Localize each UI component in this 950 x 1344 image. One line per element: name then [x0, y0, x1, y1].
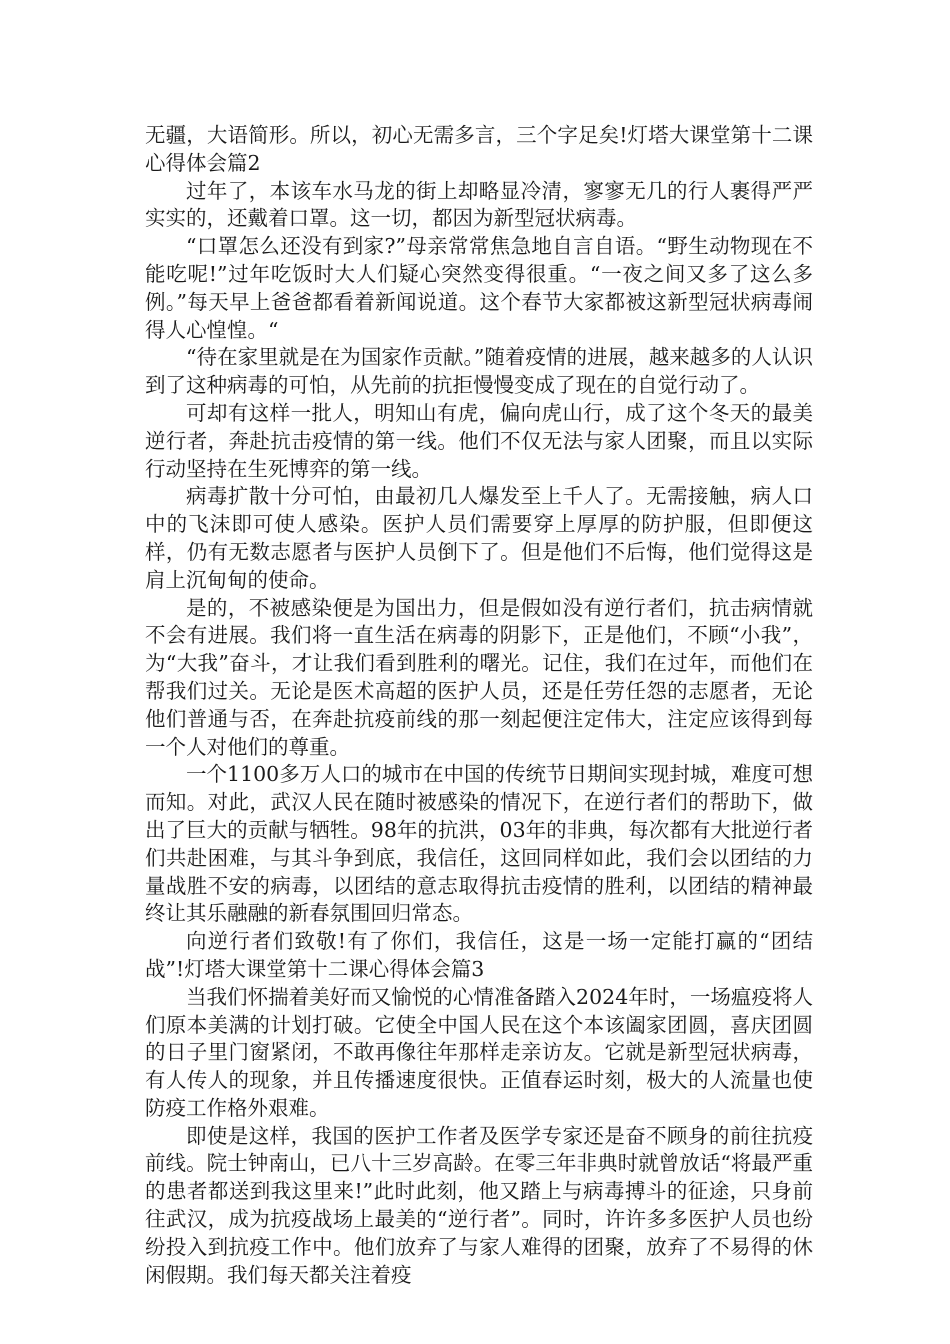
paragraph: 可却有这样一批人，明知山有虎，偏向虎山行，成了这个冬天的最美逆行者，奔赴抗击疫情的第一线。他们不仅无法与家人团聚，而且以实际行动坚持在生死博弈的第一线。 — [145, 400, 813, 481]
paragraph: “口罩怎么还没有到家?”母亲常常焦急地自言自语。“野生动物现在不能吃呢!”过年吃饭时大人们疑心突然变得很重。“一夜之间又多了这么多例。”每天早上爸爸都看着新闻说道。这个春节大家都被这新型冠状病毒闹得人心惶惶。“ — [145, 234, 813, 342]
paragraph: 即使是这样，我国的医护工作者及医学专家还是奋不顾身的前往抗疫前线。院士钟南山，已八十三岁高龄。在零三年非典时就曾放话“将最严重的患者都送到我这里来!”此时此刻，他又踏上与病毒搏斗的征途，只身前往武汉，成为抗疫战场上最美的“逆行者”。同时，许许多多医护人员也纷纷投入到抗疫工作中。他们放弃了与家人难得的团聚，放弃了不易得的休闲假期。我们每天都关注着疫 — [145, 1123, 813, 1287]
paragraph: 一个1100多万人口的城市在中国的传统节日期间实现封城，难度可想而知。对此，武汉人民在随时被感染的情况下，在逆行者们的帮助下，做出了巨大的贡献与牺牲。98年的抗洪，03年的非典，每次都有大批逆行者们共赴困难，与其斗争到底，我信任，这回同样如此，我们会以团结的力量战胜不安的病毒，以团结的意志取得抗击疫情的胜利，以团结的精神最终让其乐融融的新春氛围回归常态。 — [145, 762, 813, 926]
paragraph: 当我们怀揣着美好而又愉悦的心情准备踏入2024年时，一场瘟疫将人们原本美满的计划打破。它使全中国人民在这个本该阖家团圆，喜庆团圆的日子里门窗紧闭，不敢再像往年那样走亲访友。它就是新型冠状病毒，有人传人的现象，并且传播速度很快。正值春运时刻，极大的人流量也使防疫工作格外艰难。 — [145, 984, 813, 1120]
paragraph: 是的，不被感染便是为国出力，但是假如没有逆行者们，抗击病情就不会有进展。我们将一直生活在病毒的阴影下，正是他们，不顾“小我”，为“大我”奋斗，才让我们看到胜利的曙光。记住，我们在过年，而他们在帮我们过关。无论是医术高超的医护人员，还是任劳任怨的志愿者，无论他们普通与否，在奔赴抗疫前线的那一刻起便注定伟大，注定应该得到每一个人对他们的尊重。 — [145, 595, 813, 759]
document-page — [145, 122, 813, 1289]
paragraph: 病毒扩散十分可怕，由最初几人爆发至上千人了。无需接触，病人口中的飞沫即可使人感染。医护人员们需要穿上厚厚的防护服，但即便这样，仍有无数志愿者与医护人员倒下了。但是他们不后悔，他们觉得这是肩上沉甸甸的使命。 — [145, 484, 813, 592]
paragraph-continuation: 无疆，大语简形。所以，初心无需多言，三个字足矣!灯塔大课堂第十二课心得体会篇2 — [145, 123, 813, 175]
paragraph: “待在家里就是在为国家作贡献。”随着疫情的进展，越来越多的人认识到了这种病毒的可怕，从先前的抗拒慢慢变成了现在的自觉行动了。 — [145, 345, 813, 398]
paragraph: 过年了，本该车水马龙的街上却略显冷清，寥寥无几的行人裹得严严实实的，还戴着口罩。这一切，都因为新型冠状病毒。 — [145, 178, 813, 231]
paragraph: 向逆行者们致敬!有了你们，我信任，这是一场一定能打赢的“团结战”!灯塔大课堂第十二课心得体会篇3 — [145, 929, 813, 981]
